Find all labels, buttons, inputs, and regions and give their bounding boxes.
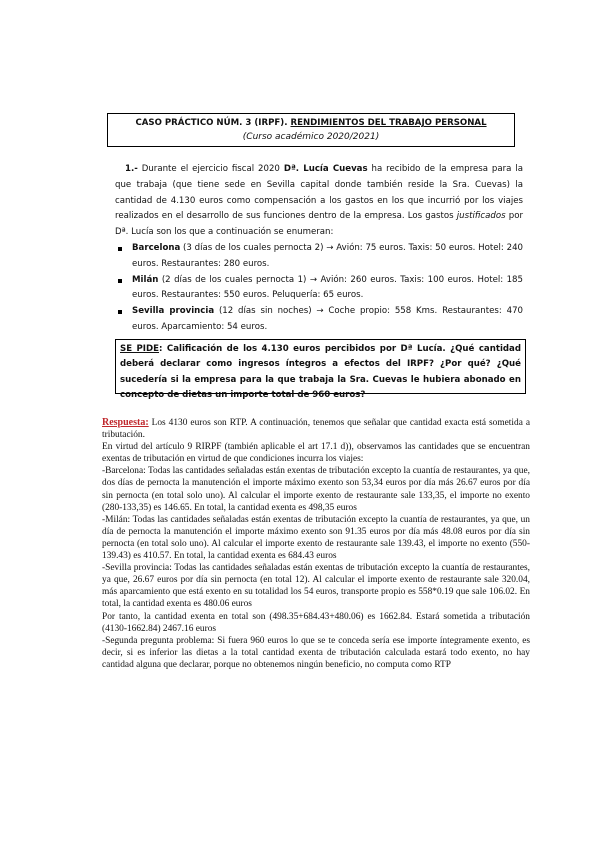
- list-item: Sevilla provincia (12 días sin noches) → Coche propio: 558 Kms. Restaurantes: 470 euros. Aparcamiento: 54 euros.: [115, 304, 523, 336]
- statement: [115, 162, 523, 336]
- answer-first: Respuesta: Los 4130 euros son RTP. A continuación, tenemos que señalar que cantidad exacta está sometida a tributación.: [102, 417, 530, 441]
- answer-paragraph: -Milán: Todas las cantidades señaladas están exentas de tributación excepto la cuantía de restaurantes, ya que, un día de pernocta la manutención el importe máximo exento son 91.35 euros por día más 48.08 euros por día sin pernocta (en total solo uno). Al calcular el importe exento de restaurante sale 139.43, el importe no exento (550-139.43) es 410.57. En total, la cantidad exenta es 684.43 euros: [102, 514, 530, 562]
- title-prefix: CASO PRÁCTICO NÚM. 3 (IRPF).: [135, 118, 291, 128]
- answer-label: Respuesta:: [102, 417, 149, 428]
- title-box: [107, 113, 515, 147]
- list-item: Barcelona (3 días de los cuales pernocta 2) → Avión: 75 euros. Taxis: 50 euros. Hotel: 240 euros. Restaurantes: 280 euros.: [115, 241, 523, 273]
- question-text: : Calificación de los 4.130 euros percibidos por Dª Lucía. ¿Qué cantidad deberá declarar como ingresos íntegros a efectos del IRPF? ¿Por qué? ¿Qué sucedería si la empresa para la que trabaja la Sra. Cuevas le hubiera abonado en concepto de dietas un importe total de 960 euros?: [120, 344, 521, 401]
- question-box: [115, 339, 526, 401]
- answer-paragraph: -Sevilla provincia: Todas las cantidades señaladas están exentas de tributación excepto la cuantía de restaurantes, ya que, 26.67 euros por día sin pernocta (en total 12). Al calcular el importe exento de restaurante sale 320.04, más aparcamiento que está exento en su totalidad los 54 euros, transporte propio es 558*0.19 que sale 106.02. En total, la cantidad exenta es 480.06 euros: [102, 563, 530, 610]
- answer-paragraph: En virtud del artículo 9 RIRPF (también aplicable el art 17.1 d)), observamos las cantidades que se encuentran exentas de tributación en virtud de que condiciones incurra los viajes:: [102, 442, 530, 465]
- title-line: [108, 116, 514, 130]
- answer-paragraph: -Segunda pregunta problema: Si fuera 960 euros lo que se te conceda sería ese importe íntegramente exento, es decir, si es inferior las dietas a la total cantidad exenta de tributación calculada estará todo exento, no hay cantidad alguna que declarar, porque no obtenemos ningún beneficio, no computa como RTP: [102, 635, 530, 670]
- answer-paragraph: -Barcelona: Todas las cantidades señaladas están exentas de tributación excepto la cuantía de restaurantes, ya que, dos días de pernocta la manutención el importe máximo exento son 53,34 euros por día más 26.67 euros por día sin pernocta (en total solo uno). Al calcular el importe exento de restaurante sale 133,35, el importe no exento (280-133,35) es 146.65. En total, la cantidad exenta es 498,35 euros: [102, 466, 530, 513]
- answer: [102, 417, 530, 671]
- expense-list: [115, 241, 523, 336]
- statement-intro: 1.- Durante el ejercicio fiscal 2020 Dª. Lucía Cuevas ha recibido de la empresa para la que trabaja (que tiene sede en Sevilla capital donde también reside la Sra. Cuevas) la cantidad de 4.130 euros como compensación a los gastos en los que incurrió por los viajes realizados en el desarrollo de sus funciones dentro de la empresa. Los gastos justificados por Dª. Lucía son los que a continuación se enumeran:: [115, 164, 523, 238]
- statement-number: 1.-: [125, 164, 138, 174]
- title-main: RENDIMIENTOS DEL TRABAJO PERSONAL: [290, 118, 487, 128]
- answer-paragraph: Por tanto, la cantidad exenta en total son (498.35+684.43+480.06) es 1662.84. Estará sometida a tributación (4130-1662.84) 2467.16 euros: [102, 611, 530, 634]
- title-subtitle: (Curso académico 2020/2021): [242, 132, 380, 142]
- question-label: SE PIDE: [120, 344, 160, 354]
- person-name: Dª. Lucía Cuevas: [283, 164, 368, 174]
- list-item: Milán (2 días de los cuales pernocta 1) → Avión: 260 euros. Taxis: 100 euros. Hotel: 185 euros. Restaurantes: 550 euros. Peluquería: 65 euros.: [115, 273, 523, 305]
